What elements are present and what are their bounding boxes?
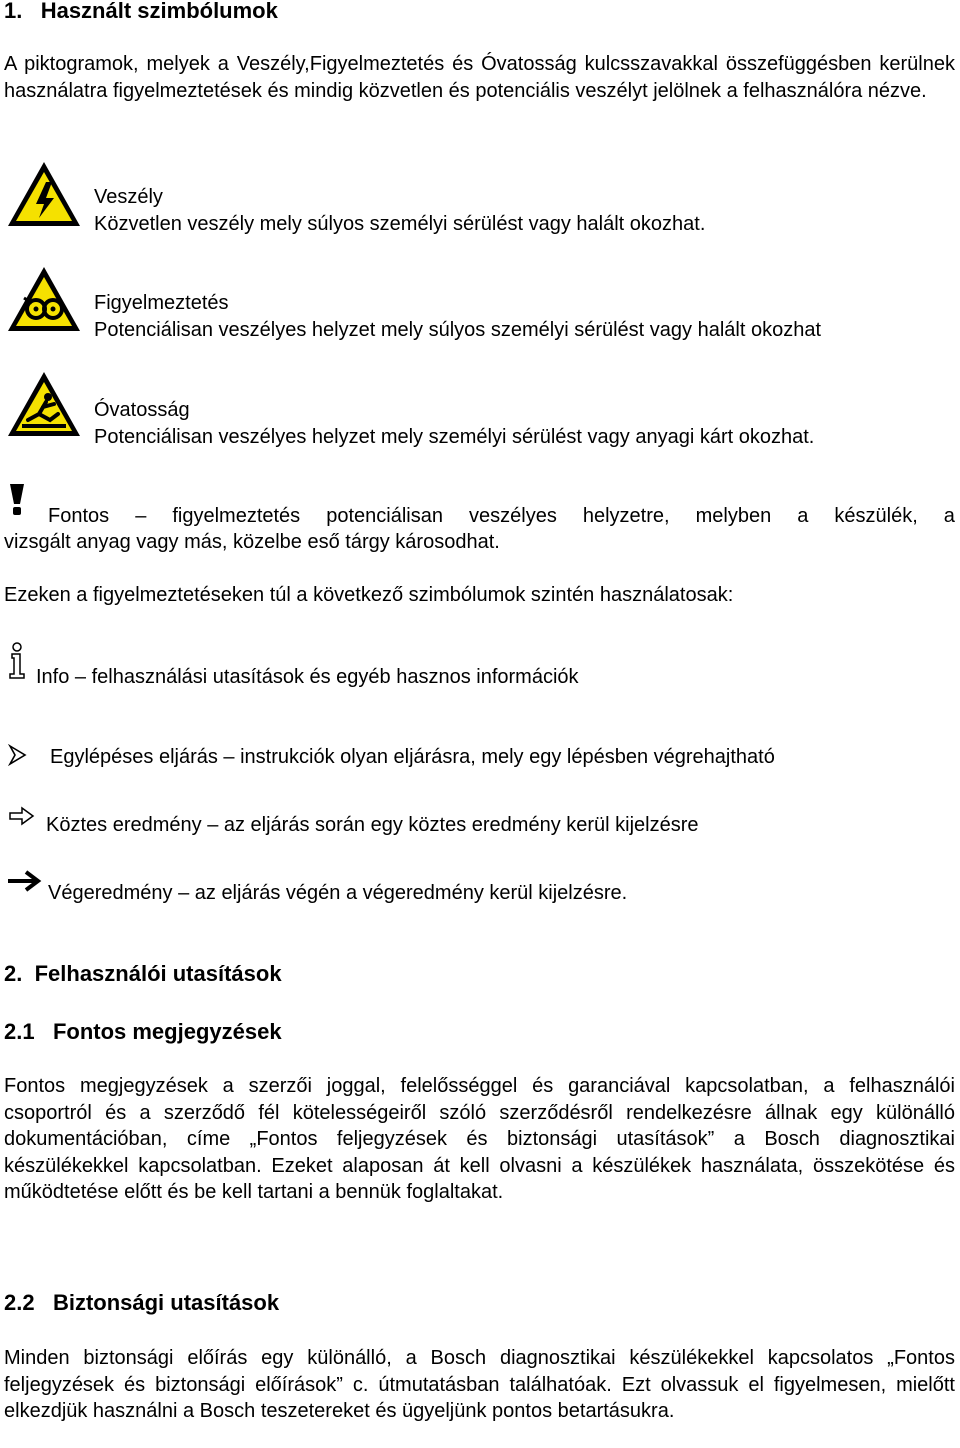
section-2-2-title: Biztonsági utasítások [52, 1290, 280, 1315]
final-result-arrow-icon [6, 870, 42, 892]
section-1-number: 1. [4, 0, 23, 23]
intermediate-result-arrow-icon [8, 806, 36, 826]
section-2-2-body: Minden biztonsági előírás egy különálló, a Bosch diagnosztikai készülékekkel kapcsolatos „Fontos feljegyzések és biztonsági előírások” c. útmutatásban találhatóak. Ezt olvassuk el figyelmesen, mielőtt elkezdjük használni a Bosch teszetereket és ügyeljünk pontos betartásukra. [4, 1347, 955, 1422]
section-2-2-number: 2.2 [4, 1290, 35, 1315]
important-word: készülék, [834, 505, 918, 527]
important-line-1 [48, 503, 955, 529]
important-word: a [797, 505, 809, 527]
important-word: Fontos [48, 505, 110, 527]
important-word: melyben [695, 505, 772, 527]
section-2-1-body: Fontos megjegyzések a szerzői joggal, felelősséggel és garanciával kapcsolatban, a felhasználói csoportról és a szerződő fél kötelességeiről szóló szerződésről rendelkezésre állnak egy különálló dokumentációban, címe „Fontos feljegyzések és biztonsági utasítások” a Bosch diagnosztikai készülékekkel kapcsolatban. Ezeket alaposan át kell olvasni a készülékek használata, összekötése és működtetése előtt és be kell tartani a bennük foglaltakat. [4, 1075, 955, 1203]
exclamation-icon [4, 482, 34, 518]
slip-hazard-warning-icon [6, 370, 82, 438]
section-1-heading [4, 0, 278, 24]
gear-hazard-warning-icon [6, 265, 82, 333]
important-word: veszélyes [469, 505, 557, 527]
warning-title: Figyelmeztetés [94, 292, 229, 314]
section-1-title: Használt szimbólumok [40, 0, 278, 23]
final-result-text: Végeredmény – az eljárás végén a végeredmény kerül kijelzésre. [48, 882, 628, 904]
other-symbols-intro: Ezeken a figyelmeztetéseken túl a következő szimbólumok szintén használatosak: [4, 584, 734, 606]
section-2-title: Felhasználói utasítások [34, 961, 282, 986]
section-2-heading [4, 961, 282, 987]
important-word: figyelmeztetés [172, 505, 301, 527]
info-icon [4, 642, 30, 682]
danger-title: Veszély [94, 186, 163, 208]
danger-description: Közvetlen veszély mely súlyos személyi sérülést vagy halált okozhat. [94, 213, 706, 235]
info-text: Info – felhasználási utasítások és egyéb hasznos információk [36, 666, 579, 688]
important-line-2: vizsgált anyag vagy más, közelbe eső tárgy károsodhat. [4, 531, 500, 553]
important-word: helyzetre, [582, 505, 670, 527]
section-2-number: 2. [4, 961, 23, 986]
important-word: – [135, 505, 147, 527]
section-1-intro: A piktogramok, melyek a Veszély,Figyelmeztetés és Óvatosság kulcsszavakkal összefüggésben kerülnek használatra figyelmeztetések és mindig közvetlen és potenciális veszélyt jelölnek a felhasználóra nézve. [4, 53, 955, 102]
section-2-1-title: Fontos megjegyzések [52, 1019, 282, 1044]
intermediate-result-text: Köztes eredmény – az eljárás során egy köztes eredmény kerül kijelzésre [46, 814, 699, 836]
single-step-arrowhead-icon [8, 744, 28, 766]
warning-description: Potenciálisan veszélyes helyzet mely súlyos személyi sérülést vagy halált okozhat [94, 319, 822, 341]
important-word: potenciálisan [326, 505, 443, 527]
caution-title: Óvatosság [94, 399, 190, 421]
section-2-2-heading [4, 1290, 279, 1316]
important-word: a [943, 505, 955, 527]
section-2-1-heading [4, 1019, 282, 1045]
single-step-text: Egylépéses eljárás – instrukciók olyan eljárásra, mely egy lépésben végrehajtható [50, 746, 775, 768]
caution-description: Potenciálisan veszélyes helyzet mely személyi sérülést vagy anyagi kárt okozhat. [94, 426, 815, 448]
section-2-1-number: 2.1 [4, 1019, 35, 1044]
high-voltage-warning-icon [6, 160, 82, 228]
